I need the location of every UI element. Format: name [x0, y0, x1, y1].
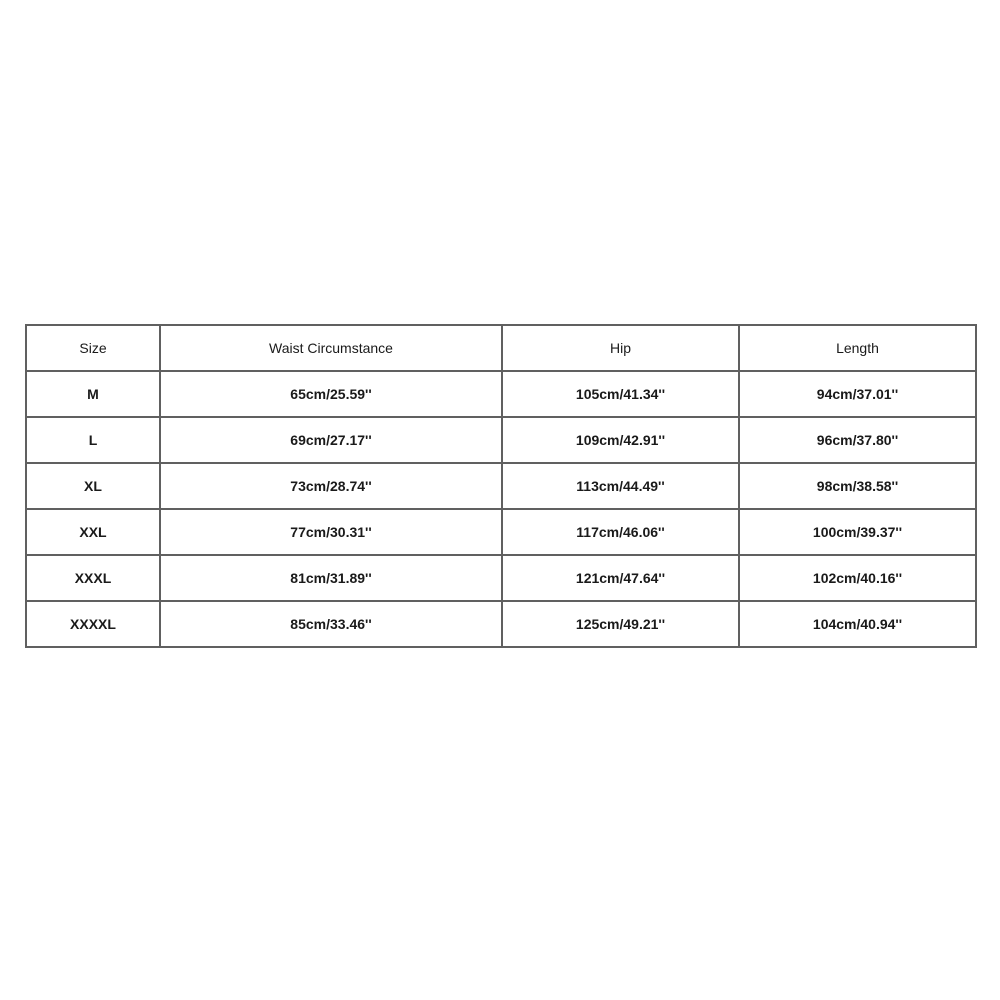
cell-waist: 81cm/31.89'' — [160, 555, 502, 601]
cell-waist: 65cm/25.59'' — [160, 371, 502, 417]
cell-hip: 113cm/44.49'' — [502, 463, 739, 509]
cell-waist: 73cm/28.74'' — [160, 463, 502, 509]
cell-size: XXL — [26, 509, 160, 555]
cell-size: M — [26, 371, 160, 417]
cell-waist: 77cm/30.31'' — [160, 509, 502, 555]
cell-waist: 69cm/27.17'' — [160, 417, 502, 463]
cell-length: 104cm/40.94'' — [739, 601, 976, 647]
table-row — [26, 371, 976, 417]
table-row — [26, 555, 976, 601]
cell-hip: 125cm/49.21'' — [502, 601, 739, 647]
table-header — [26, 325, 976, 371]
cell-length: 98cm/38.58'' — [739, 463, 976, 509]
table-row — [26, 417, 976, 463]
cell-hip: 105cm/41.34'' — [502, 371, 739, 417]
cell-length: 100cm/39.37'' — [739, 509, 976, 555]
header-row — [26, 325, 976, 371]
cell-length: 96cm/37.80'' — [739, 417, 976, 463]
table-body — [26, 371, 976, 647]
header-length: Length — [739, 325, 976, 371]
size-chart-table — [25, 324, 977, 648]
cell-length: 102cm/40.16'' — [739, 555, 976, 601]
header-waist: Waist Circumstance — [160, 325, 502, 371]
cell-hip: 109cm/42.91'' — [502, 417, 739, 463]
cell-size: XXXXL — [26, 601, 160, 647]
cell-waist: 85cm/33.46'' — [160, 601, 502, 647]
cell-length: 94cm/37.01'' — [739, 371, 976, 417]
cell-size: XXXL — [26, 555, 160, 601]
table-row — [26, 601, 976, 647]
cell-hip: 117cm/46.06'' — [502, 509, 739, 555]
table-row — [26, 509, 976, 555]
cell-size: XL — [26, 463, 160, 509]
table-row — [26, 463, 976, 509]
cell-size: L — [26, 417, 160, 463]
cell-hip: 121cm/47.64'' — [502, 555, 739, 601]
header-hip: Hip — [502, 325, 739, 371]
header-size: Size — [26, 325, 160, 371]
